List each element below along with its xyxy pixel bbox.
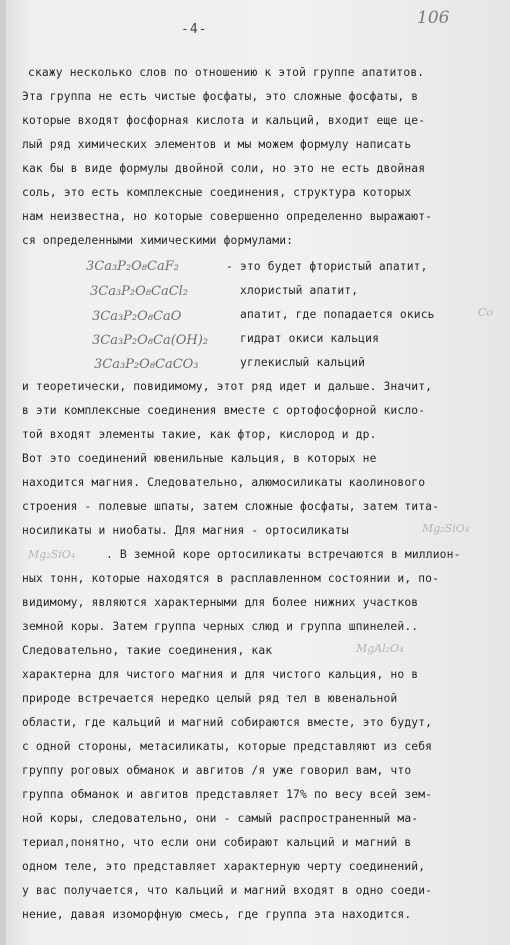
text-line: и теоретически, повидимому, этот ряд идет и дальше. Значит, bbox=[22, 380, 433, 393]
text-line: группа обманок и авгитов представляет 17% по весу всей зем- bbox=[22, 788, 433, 801]
text-line: углекислый кальций bbox=[240, 356, 366, 369]
text-line: скажу несколько слов по отношению к этой группе апатитов. bbox=[28, 66, 425, 79]
text-line: земной коры. Затем группа черных слюд и группа шпинелей.. bbox=[22, 620, 419, 633]
text-line: лый ряд химических элементов и мы можем формулу написать bbox=[22, 138, 412, 151]
handwritten-formula: 3Ca₃P₂O₈CaCl₂ bbox=[90, 284, 189, 299]
text-line: области, где кальций и магний собираются вместе, это будут, bbox=[22, 716, 433, 729]
text-line: гидрат окиси кальция bbox=[240, 332, 380, 345]
text-line: природе встречается нередко целый ряд тел в ювенальной bbox=[22, 692, 398, 705]
text-line: видимому, являются характерными для более нижних участков bbox=[22, 596, 419, 609]
handwritten-formula: 3Ca₃P₂O₈CaF₂ bbox=[86, 259, 179, 274]
text-line: у вас получается, что кальций и магний входят в одно соеди- bbox=[22, 884, 433, 897]
text-line: нам неизвестна, но которые совершенно определенно выражают- bbox=[22, 210, 433, 223]
text-line: характерна для чистого магния и для чистого кальция, но в bbox=[22, 668, 419, 681]
text-line: Вот это соединений ювенильные кальция, в которых не bbox=[22, 452, 377, 465]
text-line: которые входят фосфорная кислота и кальций, входит еще це- bbox=[22, 114, 426, 127]
text-line: Следовательно, такие соединения, как bbox=[22, 644, 273, 657]
text-line: ной коры, следовательно, они - самый распространенный ма- bbox=[22, 812, 419, 825]
handwritten-formula: 3Ca₃P₂O₈Ca(OH)₂ bbox=[92, 333, 209, 348]
text-line: с одной стороны, метасиликаты, которые представляют из себя bbox=[22, 740, 433, 753]
text-line: находится магния. Следовательно, алюмосиликаты каолинового bbox=[22, 476, 426, 489]
text-line: одном теле, это представляет характерную черту соединений, bbox=[22, 860, 426, 873]
text-line: соль, это есть комплексные соединения, структура которых bbox=[22, 186, 412, 199]
text-line: носиликаты и ниобаты. Для магния - ортосиликаты bbox=[22, 524, 349, 537]
text-line: ся определенными химическими формулами: bbox=[22, 234, 294, 247]
handwritten-formula: 3Ca₃P₂O₈CaO bbox=[92, 309, 182, 324]
text-line: териал,понятно, что если они собирают кальций и магний в bbox=[22, 836, 412, 849]
text-line: хлористый апатит, bbox=[240, 284, 359, 297]
margin-note: Mg₂SiO₄ bbox=[28, 548, 76, 561]
text-line: как бы в виде формулы двойной соли, но это не есть двойная bbox=[22, 162, 426, 175]
text-line: . В земной коре ортосиликаты встречаются в миллион- bbox=[106, 548, 461, 561]
text-line: апатит, где попадается окись bbox=[240, 308, 435, 321]
text-line: Эта группа не есть чистые фосфаты, это сложные фосфаты, в bbox=[22, 90, 419, 103]
margin-note: Co bbox=[478, 306, 494, 319]
archive-number: 106 bbox=[417, 8, 450, 28]
page-number: -4- bbox=[181, 22, 208, 37]
text-line: строения - полевые шпаты, затем сложные фосфаты, затем тита- bbox=[22, 500, 440, 513]
text-line: в эти комплексные соединения вместе с ортофосфорной кисло- bbox=[22, 404, 426, 417]
text-line: нение, давая изоморфную смесь, где группа эта находится. bbox=[22, 908, 412, 921]
handwritten-formula: 3Ca₃P₂O₈CaCO₃ bbox=[94, 357, 199, 372]
text-line: ных тонн, которые находятся в расплавленном состоянии и, по- bbox=[22, 572, 440, 585]
text-line: - это будет фтористый апатит, bbox=[226, 260, 428, 273]
margin-note: MgAl₂O₄ bbox=[356, 642, 404, 655]
margin-note: Mg₂SiO₄ bbox=[422, 522, 470, 535]
text-line: группу роговых обманок и авгитов /я уже говорил вам, что bbox=[22, 764, 412, 777]
text-line: той входят элементы такие, как фтор, кислород и др. bbox=[22, 428, 377, 441]
